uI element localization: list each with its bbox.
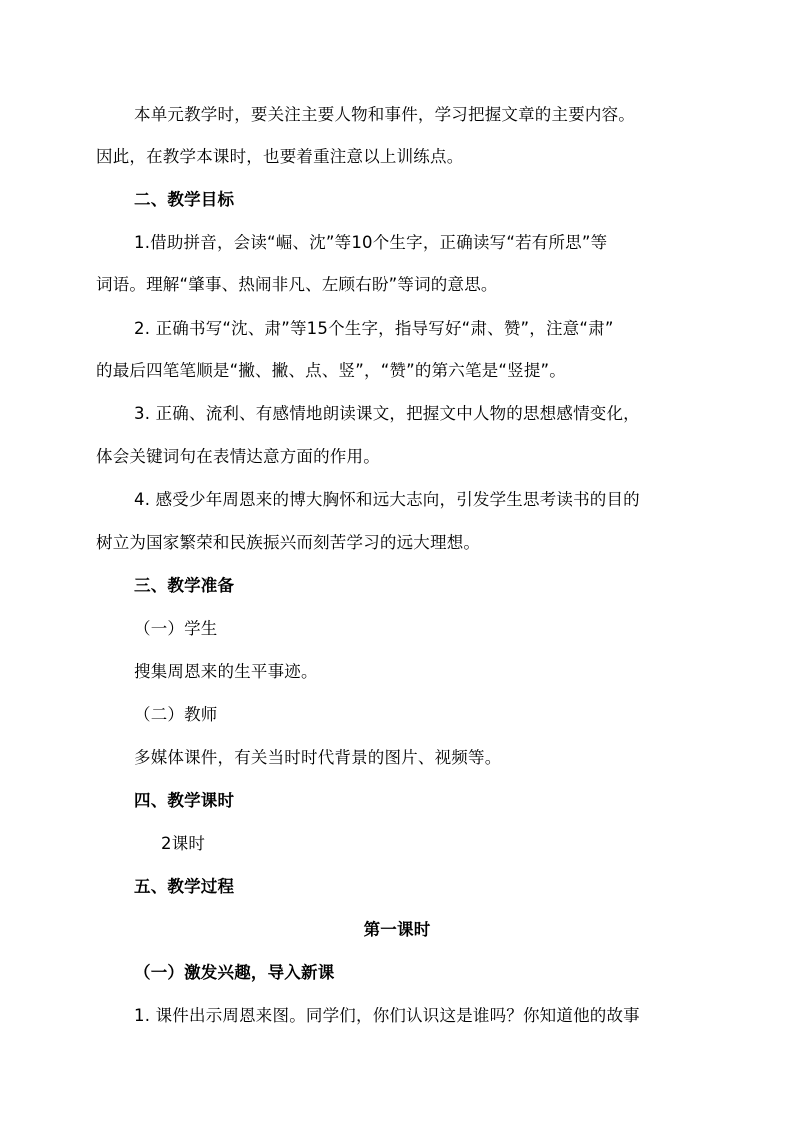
paragraph-line: 词语。理解“肇事、热闹非凡、左顾右盼”等词的意思。 xyxy=(96,275,498,294)
paragraph-line: 4. 感受少年周恩来的博大胸怀和远大志向，引发学生思考读书的目的 xyxy=(134,490,640,509)
paragraph-line: 1.借助拼音，会读“崛、沈”等10个生字，正确读写“若有所思”等 xyxy=(134,233,608,252)
paragraph-line: 多媒体课件，有关当时时代背景的图片、视频等。 xyxy=(134,748,502,767)
subsection-heading: （一）学生 xyxy=(134,619,218,638)
paragraph-line: 搜集周恩来的生平事迹。 xyxy=(134,662,318,681)
section-heading: 五、教学过程 xyxy=(134,877,235,896)
paragraph-line: 3. 正确、流利、有感情地朗读课文，把握文中人物的思想感情变化， xyxy=(134,404,640,423)
subsection-heading: （一）激发兴趣，导入新课 xyxy=(134,963,335,982)
paragraph-line: 体会关键词句在表情达意方面的作用。 xyxy=(96,447,380,466)
subsection-heading: （二）教师 xyxy=(134,705,218,724)
section-heading: 二、教学目标 xyxy=(134,190,235,209)
paragraph-line: 2课时 xyxy=(161,834,206,853)
paragraph-line: 1. 课件出示周恩来图。同学们，你们认识这是谁吗？你知道他的故事 xyxy=(134,1006,640,1025)
paragraph-line: 2. 正确书写“沈、肃”等15个生字，指导写好“肃、赞”，注意“肃” xyxy=(134,319,614,338)
paragraph-line: 本单元教学时，要关注主要人物和事件，学习把握文章的主要内容。 xyxy=(134,105,635,124)
lesson-title: 第一课时 xyxy=(363,920,431,939)
paragraph-line: 树立为国家繁荣和民族振兴而刻苦学习的远大理想。 xyxy=(96,533,481,552)
paragraph-line: 因此，在教学本课时，也要着重注意以上训练点。 xyxy=(96,147,464,166)
paragraph-line: 的最后四笔笔顺是“撇、撇、点、竖”，“赞”的第六笔是“竖提”。 xyxy=(96,361,566,380)
section-heading: 三、教学准备 xyxy=(134,576,235,595)
section-heading: 四、教学课时 xyxy=(134,791,235,810)
